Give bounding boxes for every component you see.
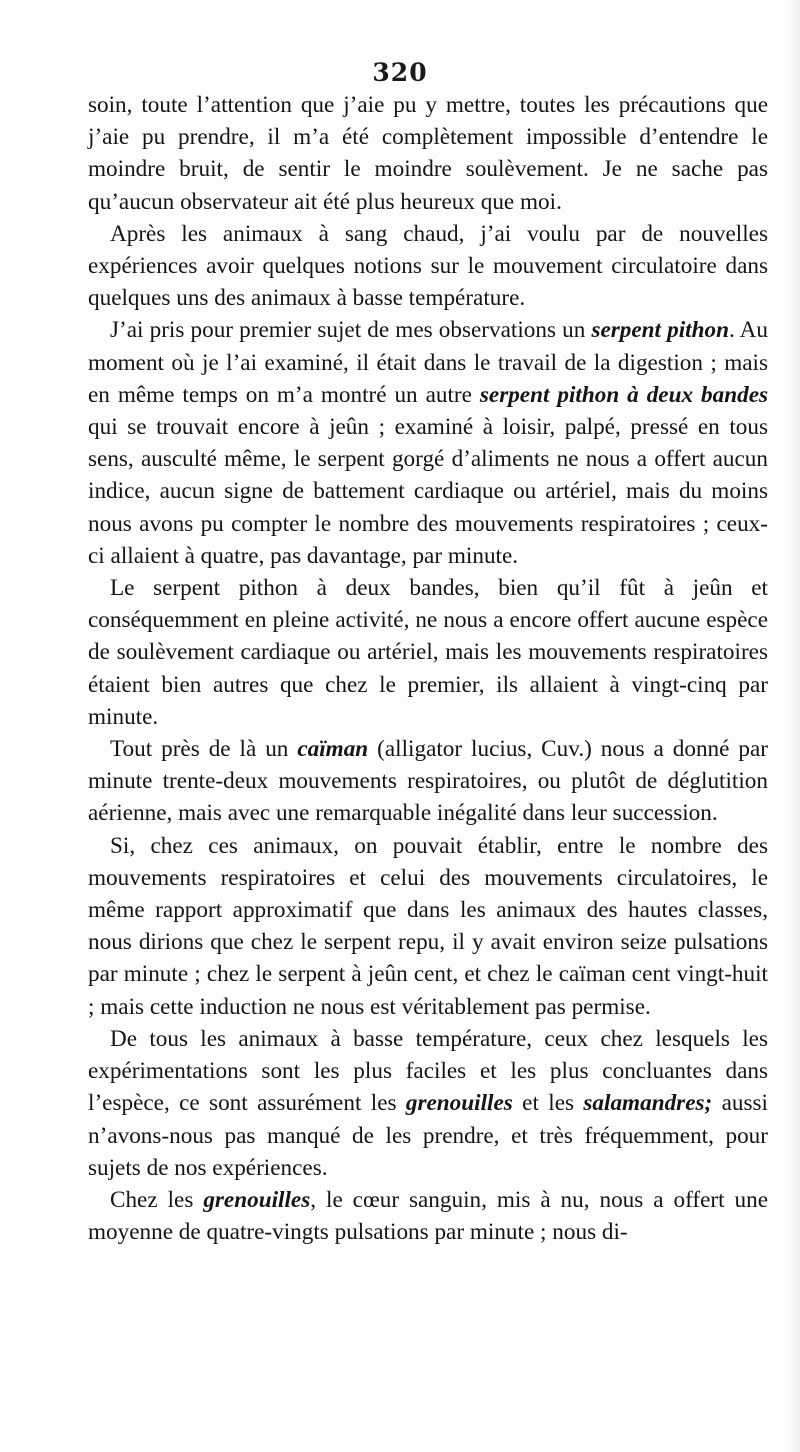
page-edge-shadow (788, 0, 800, 1452)
paragraph (88, 218, 768, 315)
text-run: J’ai pris pour premier sujet de mes observations un (110, 317, 592, 344)
paragraph (88, 89, 768, 218)
paragraph (88, 830, 768, 1023)
text-run: Si, chez ces animaux, on pouvait établir, entre le nombre des mouvements respiratoires et celui des mouvements circulatoires, le même rapport approximatif que dans les animaux des hautes classes, nous dirions que chez le serpent repu, il y avait environ seize pulsations par minute ; chez le serpent à jeûn cent, et chez le caïman cent vingt-huit ; mais cette induction ne nous est véritablement pas permise. (88, 832, 768, 1020)
text-run: qui se trouvait encore à jeûn ; examiné à loisir, palpé, pressé en tous sens, ausculté même, le serpent gorgé d’aliments ne nous a offert aucun indice, aucun signe de battement cardiaque ou artériel, mais du moins nous avons pu compter le nombre des mouvements respiratoires ; ceux-ci allaient à quatre, pas davantage, par minute. (88, 414, 768, 569)
text-run: Chez les (110, 1186, 204, 1213)
italic-term: grenouilles (203, 1186, 311, 1213)
text-run: aussi n’avons-nous pas manqué de les prendre, et très fréquemment, pour sujets de nos expériences. (88, 1090, 768, 1181)
text-run: De tous les animaux à basse température, ceux chez lesquels les expérimentations sont les plus faciles et les plus concluantes dans l’espèce, ce sont assurément les (88, 1025, 768, 1117)
paragraph (88, 1184, 768, 1248)
page-number: 320 (372, 58, 428, 87)
body-text (88, 89, 768, 1248)
italic-term: caïman (297, 736, 369, 763)
paragraph (88, 1023, 768, 1184)
text-run: Le serpent pithon à deux bandes, bien qu’il fût à jeûn et conséquemment en pleine activité, ne nous a encore offert aucune espèce de soulèvement cardiaque ou artériel, mais les mouvements respiratoires étaient bien autres que chez le premier, ils allaient à vingt-cinq par minute. (88, 575, 768, 730)
text-run: soin, toute l’attention que j’aie pu y mettre, toutes les précautions que j’aie pu prendre, il m’a été complètement impossible d’entendre le moindre bruit, de sentir le moindre soulèvement. Je ne sache pas qu’aucun observateur ait été plus heureux que moi. (88, 92, 768, 215)
italic-term: serpent pithon à deux bandes (479, 381, 769, 408)
text-run: , le cœur sanguin, mis à nu, nous a offert une moyenne de quatre-vingts pulsations par minute ; nous di- (88, 1186, 768, 1246)
text-run: Après les animaux à sang chaud, j’ai voulu par de nouvelles expériences avoir quelques notions sur le mouvement circulatoire dans quelques uns des animaux à basse température. (88, 220, 768, 312)
text-run: et les (512, 1090, 584, 1117)
italic-term: serpent pithon (591, 317, 729, 344)
text-run: . Au moment où je l’ai examiné, il était dans le travail de la digestion ; mais en même temps on m’a montré un autre (88, 317, 768, 408)
paragraph (88, 733, 768, 830)
paragraph (88, 572, 768, 733)
italic-term: grenouilles (405, 1090, 513, 1117)
text-run: Tout près de là un (110, 736, 298, 763)
italic-term: salamandres; (583, 1090, 713, 1117)
text-run: (alligator lucius, Cuv.) nous a donné par minute trente-deux mouvements respiratoires, ou plutôt de déglutition aérienne, mais avec une remarquable inégalité dans leur succession. (88, 736, 768, 827)
paragraph (88, 314, 768, 572)
